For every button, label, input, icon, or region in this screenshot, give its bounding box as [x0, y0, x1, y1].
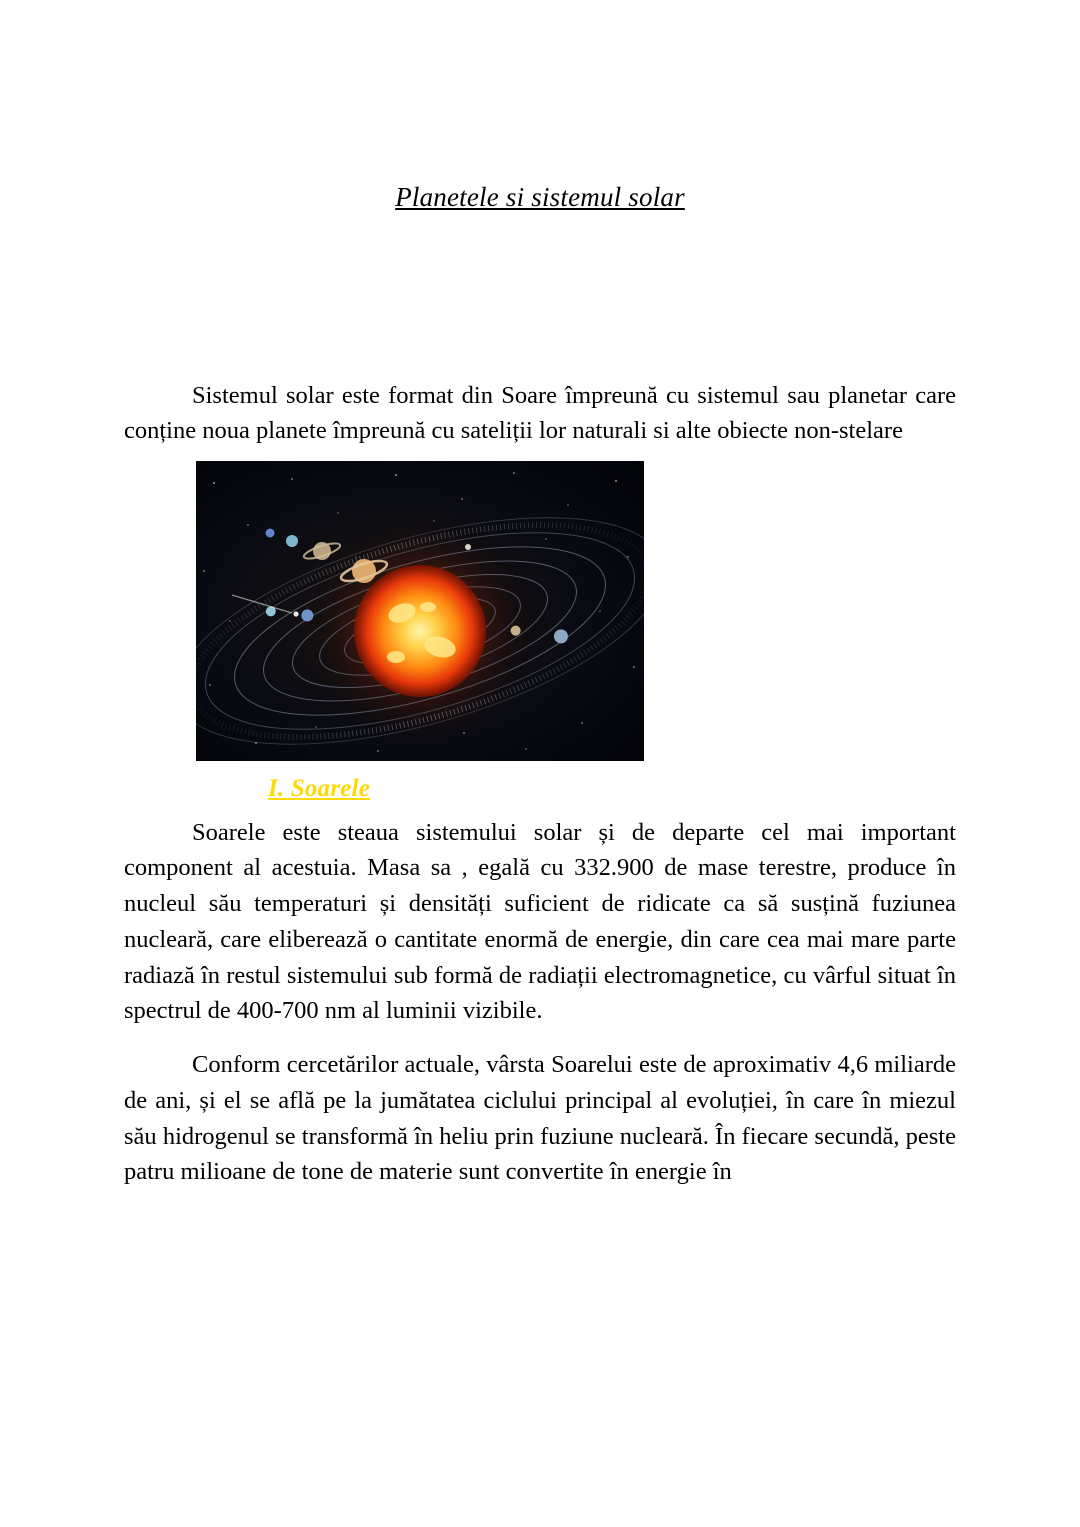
page-content [124, 0, 956, 1190]
solar-system-illustration [196, 461, 644, 761]
intro-paragraph: Sistemul solar este format din Soare împreună cu sistemul sau planetar care conține noua planete împreună cu sateliții lor naturali si alte obiecte non-stelare [124, 382, 956, 444]
solar-system-image [196, 461, 644, 761]
body-paragraph-1: Soarele este steaua sistemului solar și de departe cel mai important component al acestuia. Masa sa , egală cu 332.900 de mase terestre, produce în nucleul său temperaturi și densități suficient de ridicate ca să susțină fuziunea nucleară, care eliberează o cantitate enormă de energie, din care cea mai mare parte radiază în restul sistemului sub formă de radiații electromagnetice, cu vârful situat în spectrul de 400-700 nm al luminii vizibile. [124, 818, 956, 1025]
section-heading-soarele: I. Soarele [268, 774, 370, 802]
body-paragraph-2: Conform cercetărilor actuale, vârsta Soarelui este de aproximativ 4,6 miliarde de ani, și el se află pe la jumătatea ciclului principal al evoluției, în care în miezul său hidrogenul se transformă în heliu prin fuziune nucleară. În fiecare secundă, peste patru milioane de tone de materie sunt convertite în energie în [124, 1051, 956, 1186]
page-title: Planetele si sistemul solar [395, 182, 685, 212]
